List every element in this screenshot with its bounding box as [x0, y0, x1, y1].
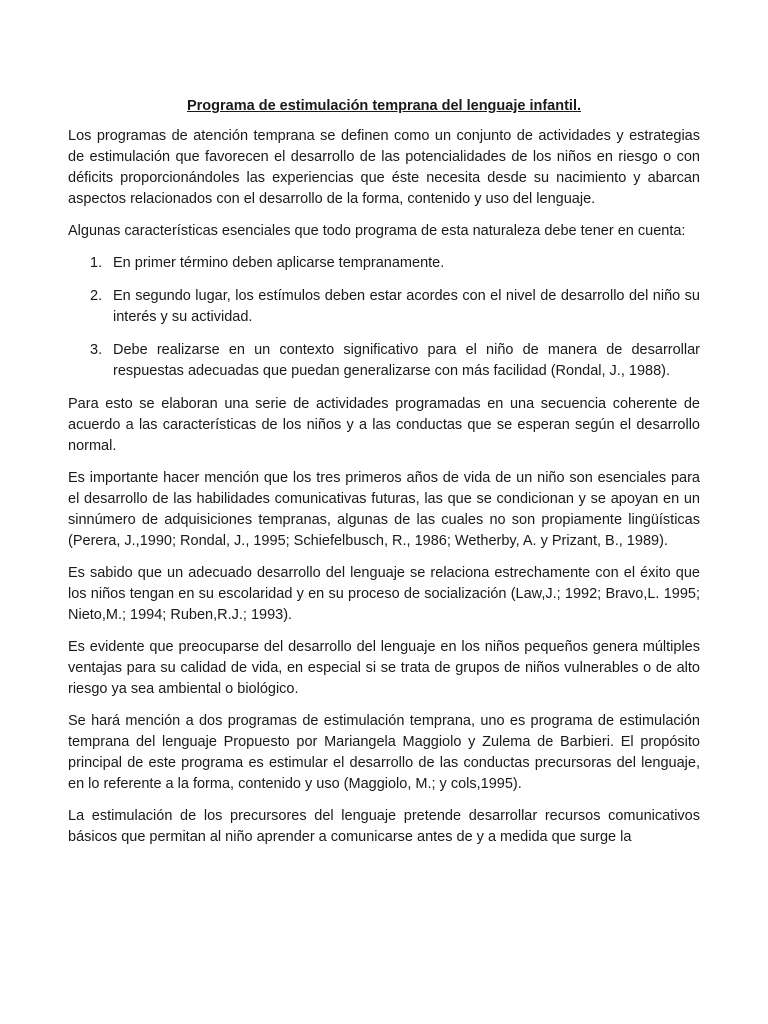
paragraph-advantages: Es evidente que preocuparse del desarrollo del lenguaje en los niños pequeños genera múltiples ventajas para su calidad de vida, en especial si se trata de grupos de niños vulnerables o de alto riesgo ya sea ambiental o biológico. — [68, 639, 700, 697]
list-item-text: Debe realizarse en un contexto significativo para el niño de manera de desarrollar respuestas adecuadas que puedan generalizarse con más facilidad (Rondal, J., 1988). — [113, 342, 700, 379]
paragraph-characteristics: Algunas características esenciales que todo programa de esta naturaleza debe tener en cuenta: — [68, 223, 686, 239]
paragraph-first-years: Es importante hacer mención que los tres primeros años de vida de un niño son esenciales para el desarrollo de las habilidades comunicativas futuras, las que se condicionan y se apoyan en un sinnúmero de adquisiciones tempranas, algunas de las cuales no son propiamente lingüísticas (Perera, J.,1990; Rondal, J., 1995; Schiefelbusch, R., 1986; Wetherby, A. y Prizant, B., 1989). — [68, 470, 700, 549]
list-item — [68, 253, 700, 274]
list-item — [68, 286, 700, 328]
paragraph-intro: Los programas de atención temprana se definen como un conjunto de actividades y estrategias de estimulación que favorecen el desarrollo de las potencialidades de los niños en riesgo o con déficits proporcionándoles las experiencias que éste necesita desde su nacimiento y abarcan aspectos relacionados con el desarrollo de la forma, contenido y uso del lenguaje. — [68, 128, 700, 207]
paragraph-precursors: La estimulación de los precursores del lenguaje pretende desarrollar recursos comunicativos básicos que permitan al niño aprender a comunicarse antes de y a medida que surge la — [68, 808, 700, 845]
characteristics-list — [68, 253, 700, 382]
paragraph-programs: Se hará mención a dos programas de estimulación temprana, uno es programa de estimulación temprana del lenguaje Propuesto por Mariangela Maggiolo y Zulema de Barbieri. El propósito principal de este programa es estimular el desarrollo de las conductas precursoras del lenguaje, en lo referente a la forma, contenido y uso (Maggiolo, M.; y cols,1995). — [68, 713, 700, 792]
list-item-text: En segundo lugar, los estímulos deben estar acordes con el nivel de desarrollo del niño su interés y su actividad. — [113, 288, 700, 325]
list-item — [68, 340, 700, 382]
paragraph-school-success: Es sabido que un adecuado desarrollo del lenguaje se relaciona estrechamente con el éxito que los niños tengan en su escolaridad y en su proceso de socialización (Law,J.; 1992; Bravo,L. 1995; Nieto,M.; 1994; Ruben,R.J.; 1993). — [68, 565, 700, 623]
list-item-number: 1. — [90, 255, 103, 271]
document-title: Programa de estimulación temprana del lenguaje infantil. — [186, 98, 581, 114]
document-page — [68, 96, 700, 859]
list-item-number: 3. — [90, 342, 103, 358]
list-item-number: 2. — [90, 288, 103, 304]
list-item-text: En primer término deben aplicarse tempranamente. — [113, 255, 445, 271]
paragraph-activities: Para esto se elaboran una serie de actividades programadas en una secuencia coherente de acuerdo a las características de los niños y a las conductas que se esperan según el desarrollo normal. — [68, 396, 700, 454]
